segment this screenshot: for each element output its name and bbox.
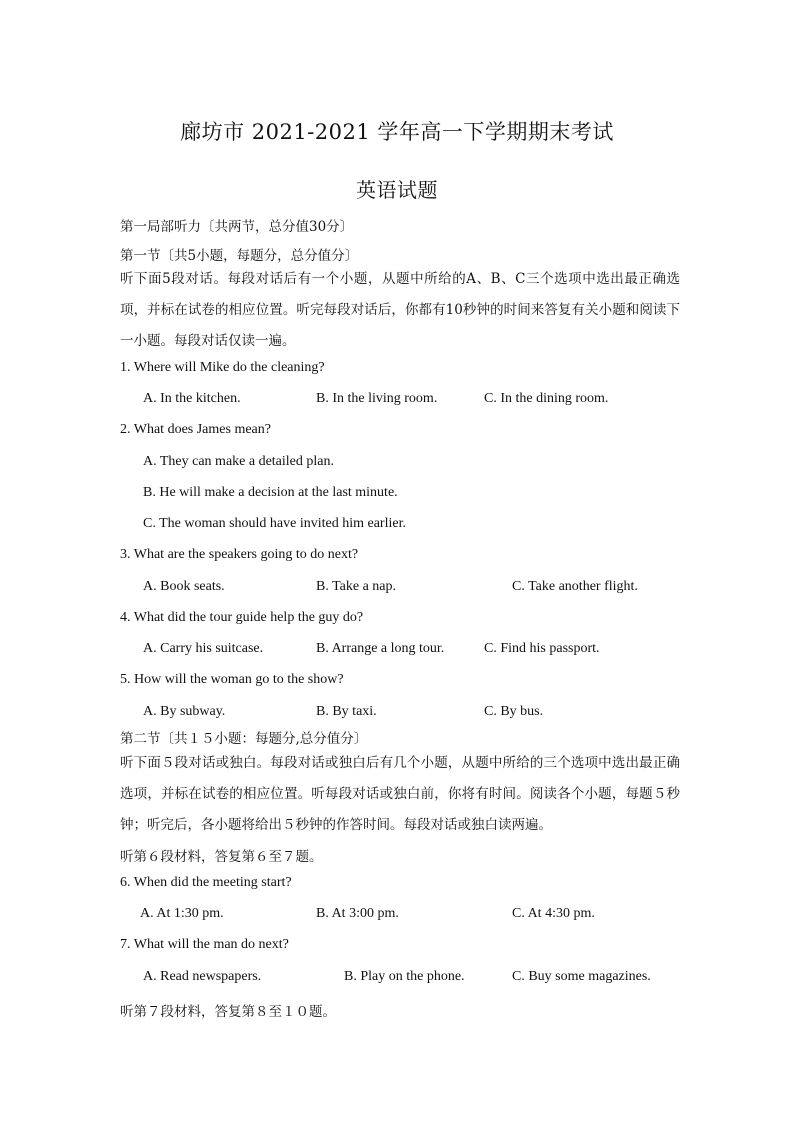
question-2-option-c: C. The woman should have invited him earlier. xyxy=(143,516,406,531)
question-7-option-c: C. Buy some magazines. xyxy=(512,969,651,984)
question-2-stem: 2. What does James mean? xyxy=(120,422,271,437)
section2-heading: 第二节〔共１５小题：每题分,总分值分〕 xyxy=(120,731,368,747)
question-5-option-b: B. By taxi. xyxy=(316,704,377,719)
material-6-instruction: 听第６段材料，答复第６至７题。 xyxy=(120,849,323,865)
question-4-option-b: B. Arrange a long tour. xyxy=(316,641,445,656)
question-2-option-a: A. They can make a detailed plan. xyxy=(143,454,334,469)
exam-title: 廊坊市 2021-2021 学年高一下学期期末考试 xyxy=(180,120,614,144)
question-3-stem: 3. What are the speakers going to do next? xyxy=(120,547,359,562)
section1-instructions: 听下面5段对话。每段对话后有一个小题，从题中所给的A、B、C三个选项中选出最正确选项，并标在试卷的相应位置。听完每段对话后，你都有10秒钟的时间来答复有关小题和阅读下一小题。每段对话仅读一遍。 xyxy=(120,271,680,349)
question-7-option-b: B. Play on the phone. xyxy=(344,969,465,984)
question-3-option-a: A. Book seats. xyxy=(143,579,225,594)
question-5-stem: 5. How will the woman go to the show? xyxy=(120,672,344,687)
question-6-option-b: B. At 3:00 pm. xyxy=(316,906,399,921)
question-7-stem: 7. What will the man do next? xyxy=(120,937,289,952)
question-3-option-c: C. Take another flight. xyxy=(512,579,638,594)
question-1-stem: 1. Where will Mike do the cleaning? xyxy=(120,360,325,375)
question-4-option-c: C. Find his passport. xyxy=(484,641,600,656)
question-7-option-a: A. Read newspapers. xyxy=(143,969,262,984)
part1-heading: 第一局部听力〔共两节，总分值30分〕 xyxy=(120,219,354,235)
material-7-instruction: 听第７段材料，答复第８至１０题。 xyxy=(120,1004,336,1020)
section1-heading: 第一节〔共5小题，每题分，总分值分〕 xyxy=(120,248,359,264)
question-5-option-c: C. By bus. xyxy=(484,704,544,719)
question-6-option-a: A. At 1:30 pm. xyxy=(140,906,224,921)
question-4-stem: 4. What did the tour guide help the guy do? xyxy=(120,610,364,625)
question-3-option-b: B. Take a nap. xyxy=(316,579,397,594)
section2-instructions: 听下面５段对话或独白。每段对话或独白后有几个小题，从题中所给的三个选项中选出最正确选项，并标在试卷的相应位置。听每段对话或独白前，你将有时间。阅读各个小题，每题５秒钟；听完后，各小题将给出５秒钟的作答时间。每段对话或独白读两遍。 xyxy=(120,755,680,833)
question-6-stem: 6. When did the meeting start? xyxy=(120,875,292,890)
exam-subtitle: 英语试题 xyxy=(356,178,438,202)
question-1-option-c: C. In the dining room. xyxy=(484,391,609,406)
question-1-option-a: A. In the kitchen. xyxy=(143,391,241,406)
question-5-option-a: A. By subway. xyxy=(143,704,226,719)
question-4-option-a: A. Carry his suitcase. xyxy=(143,641,264,656)
question-1-option-b: B. In the living room. xyxy=(316,391,438,406)
question-2-option-b: B. He will make a decision at the last minute. xyxy=(143,485,398,500)
question-6-option-c: C. At 4:30 pm. xyxy=(512,906,595,921)
